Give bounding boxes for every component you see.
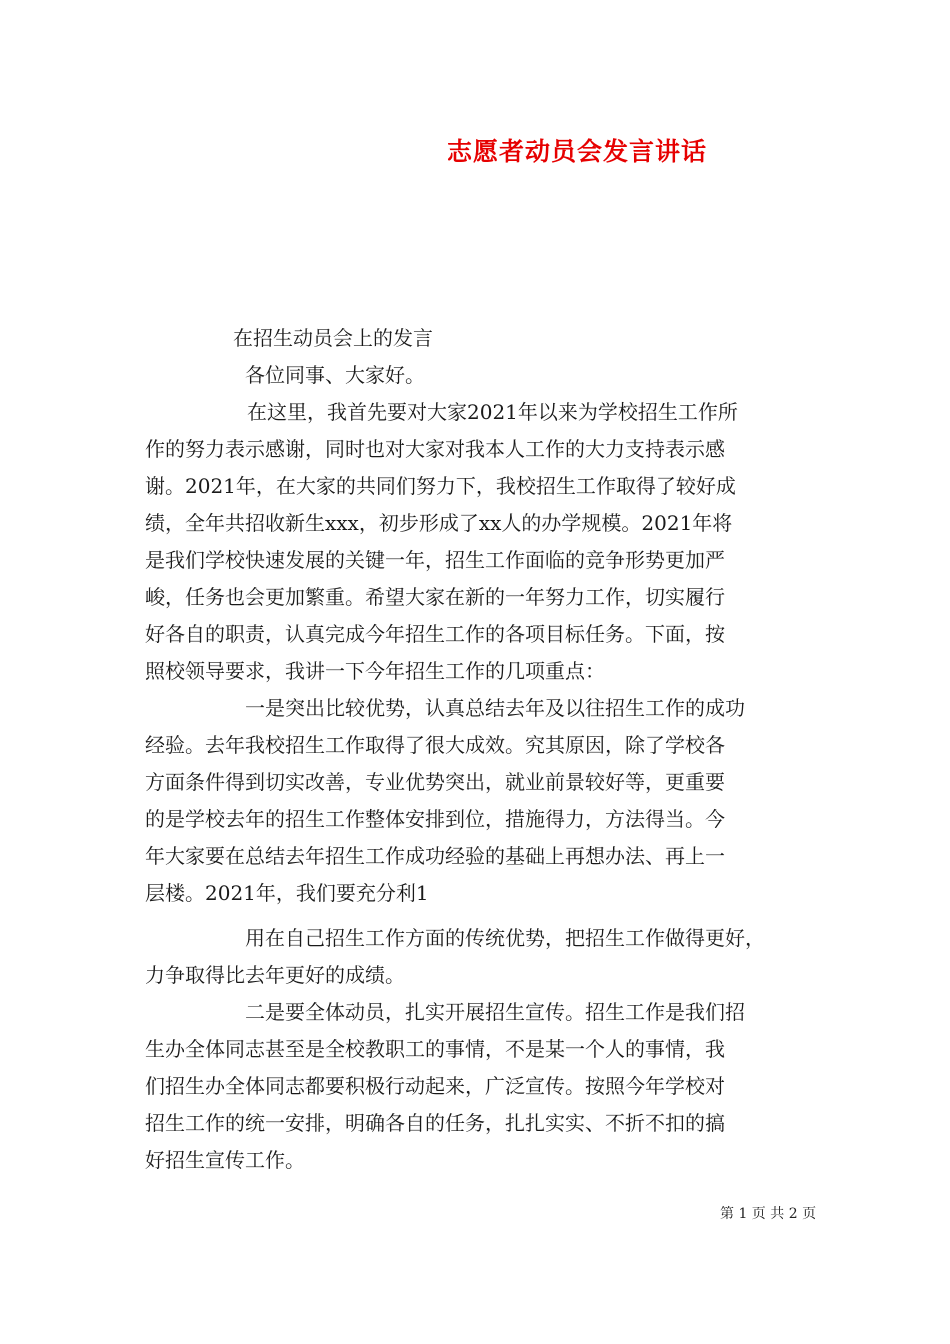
paragraph-line: 照校领导要求，我讲一下今年招生工作的几项重点：: [145, 659, 605, 683]
document-title: 志愿者动员会发言讲话: [447, 137, 708, 166]
document-body: [145, 320, 807, 1179]
paragraph-line: 绩，全年共招收新生xxx，初步形成了xx人的办学规模。2021年将: [145, 511, 733, 535]
paragraph-line: 好各自的职责，认真完成今年招生工作的各项目标任务。下面，按: [145, 622, 725, 646]
paragraph-line: 好招生宣传工作。: [145, 1148, 305, 1172]
paragraph-line: 力争取得比去年更好的成绩。: [145, 963, 405, 987]
paragraph-line: 的是学校去年的招生工作整体安排到位，措施得力，方法得当。今: [145, 807, 725, 831]
paragraph-line: 二是要全体动员，扎实开展招生宣传。招生工作是我们招: [245, 1000, 745, 1024]
paragraph-line: 各位同事、大家好。: [245, 363, 425, 387]
paragraph-line: 是我们学校快速发展的关键一年，招生工作面临的竞争形势更加严: [145, 548, 725, 572]
paragraph-line: 用在自己招生工作方面的传统优势，把招生工作做得更好，: [245, 926, 765, 950]
paragraph-line: 在招生动员会上的发言: [233, 326, 433, 350]
paragraph-gap: [145, 912, 807, 920]
paragraph-line: 谢。2021年，在大家的共同们努力下，我校招生工作取得了较好成: [145, 474, 736, 498]
page-footer: 第 1 页 共 2 页: [720, 1206, 817, 1222]
paragraph-line: 生办全体同志甚至是全校教职工的事情，不是某一个人的事情，我: [145, 1037, 725, 1061]
paragraph-line: 们招生办全体同志都要积极行动起来，广泛宣传。按照今年学校对: [145, 1074, 725, 1098]
paragraph-line: 作的努力表示感谢，同时也对大家对我本人工作的大力支持表示感: [145, 437, 725, 461]
paragraph-line: 层楼。2021年，我们要充分利1: [145, 881, 429, 905]
paragraph-line: 经验。去年我校招生工作取得了很大成效。究其原因，除了学校各: [145, 733, 725, 757]
paragraph-line: 峻，任务也会更加繁重。希望大家在新的一年努力工作，切实履行: [145, 585, 725, 609]
paragraph-line: 在这里，我首先要对大家2021年以来为学校招生工作所: [247, 400, 738, 424]
paragraph-line: 招生工作的统一安排，明确各自的任务，扎扎实实、不折不扣的搞: [145, 1111, 725, 1135]
paragraph-line: 年大家要在总结去年招生工作成功经验的基础上再想办法、再上一: [145, 844, 725, 868]
paragraph-line: 方面条件得到切实改善，专业优势突出，就业前景较好等，更重要: [145, 770, 725, 794]
paragraph-line: 一是突出比较优势，认真总结去年及以往招生工作的成功: [245, 696, 745, 720]
